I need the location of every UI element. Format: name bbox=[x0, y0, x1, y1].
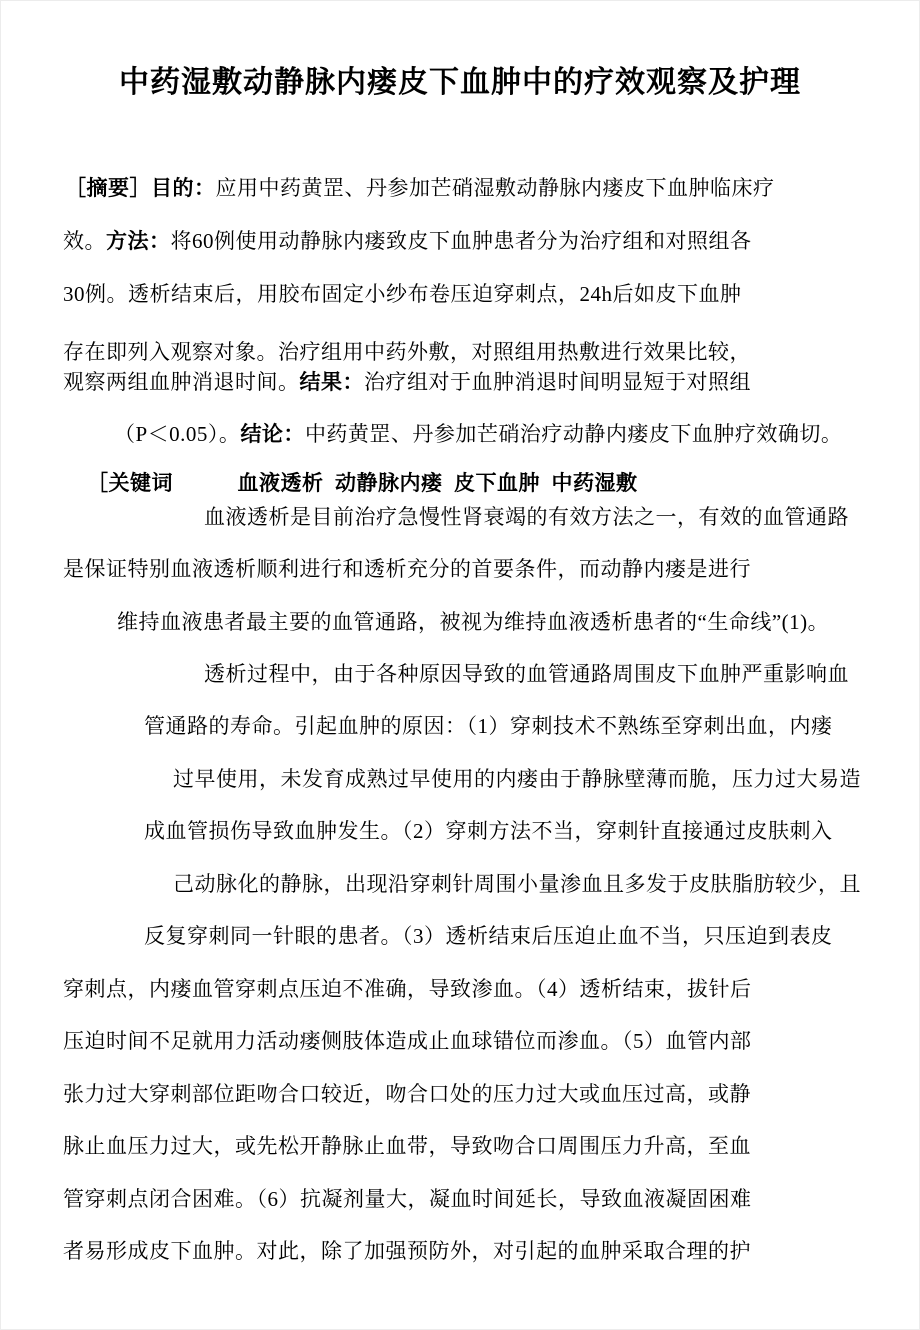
text-segment: 存在即列入观察对象。治疗组用中药外敷，对照组用热敷进行效果比较， bbox=[63, 340, 751, 364]
bold-text-segment: 方法： bbox=[106, 229, 171, 253]
text-segment: 中药黄罡、丹参加芒硝治疗动静内瘘皮下血肿疗效确切。 bbox=[304, 422, 843, 446]
text-segment: 压迫时间不足就用力活动瘘侧肢体造成止血球错位而渗血。（5）血管内部 bbox=[63, 1029, 752, 1053]
text-segment: 者易形成皮下血肿。对此，除了加强预防外，对引起的血肿采取合理的护 bbox=[63, 1239, 751, 1263]
text-segment: 效。 bbox=[63, 229, 106, 253]
text-line bbox=[63, 554, 751, 584]
text-line bbox=[63, 1026, 752, 1056]
text-line bbox=[204, 659, 849, 689]
text-line bbox=[63, 337, 751, 367]
bold-text-segment: 结果： bbox=[299, 370, 364, 394]
bold-text-segment: ［关键词 血液透析 动静脉内瘘 皮下血肿 中药湿敷 bbox=[87, 471, 638, 495]
text-line bbox=[117, 607, 829, 637]
text-segment: 治疗组对于血肿消退时间明显短于对照组 bbox=[364, 370, 751, 394]
text-segment: 透析过程中，由于各种原因导致的血管通路周围皮下血肿严重影响血 bbox=[204, 662, 849, 686]
text-line bbox=[173, 764, 861, 794]
text-segment: 反复穿刺同一针眼的患者。（3）透析结束后压迫止血不当，只压迫到表皮 bbox=[144, 924, 833, 948]
text-line bbox=[114, 419, 842, 449]
text-segment: 将60例使用动静脉内瘘致皮下血肿患者分为治疗组和对照组各 bbox=[170, 229, 752, 253]
bold-text-segment: ［摘要］目的： bbox=[65, 176, 216, 200]
text-line bbox=[173, 869, 861, 899]
text-line bbox=[144, 816, 833, 846]
text-line bbox=[63, 279, 742, 309]
text-segment: 过早使用，未发育成熟过早使用的内瘘由于静脉壁薄而脆，压力过大易造 bbox=[173, 767, 861, 791]
text-segment: 脉止血压力过大，或先松开静脉止血带，导致吻合口周围压力升高，至血 bbox=[63, 1134, 751, 1158]
text-line bbox=[63, 367, 751, 397]
text-segment: 己动脉化的静脉，出现沿穿刺针周围小量渗血且多发于皮肤脂肪较少，且 bbox=[173, 872, 861, 896]
document-body bbox=[1, 1, 919, 1329]
bold-text-segment: 结论： bbox=[240, 422, 305, 446]
text-line bbox=[63, 1184, 752, 1214]
text-line bbox=[65, 173, 775, 203]
text-segment: 血液透析是目前治疗急慢性肾衰竭的有效方法之一，有效的血管通路 bbox=[204, 505, 849, 529]
text-segment: 30例。透析结束后，用胶布固定小纱布卷压迫穿刺点，24h后如皮下血肿 bbox=[63, 282, 742, 306]
page-title: 中药湿敷动静脉内瘘皮下血肿中的疗效观察及护理 bbox=[119, 66, 801, 99]
text-segment: （P＜0.05）。 bbox=[114, 422, 241, 446]
text-line bbox=[87, 468, 638, 498]
text-segment: 管通路的寿命。引起血肿的原因：（1）穿刺技术不熟练至穿刺出血，内瘘 bbox=[144, 714, 833, 738]
text-segment: 管穿刺点闭合困难。（6）抗凝剂量大，凝血时间延长，导致血液凝固困难 bbox=[63, 1187, 752, 1211]
text-line bbox=[63, 974, 752, 1004]
text-segment: 应用中药黄罡、丹参加芒硝湿敷动静脉内瘘皮下血肿临床疗 bbox=[215, 176, 775, 200]
text-line bbox=[63, 1236, 751, 1266]
text-segment: 观察两组血肿消退时间。 bbox=[63, 370, 300, 394]
text-segment: 穿刺点，内瘘血管穿刺点压迫不准确，导致渗血。（4）透析结束，拔针后 bbox=[63, 977, 752, 1001]
text-segment: 成血管损伤导致血肿发生。（2）穿刺方法不当，穿刺针直接通过皮肤刺入 bbox=[144, 819, 833, 843]
text-segment: 张力过大穿刺部位距吻合口较近，吻合口处的压力过大或血压过高，或静 bbox=[63, 1082, 751, 1106]
text-line bbox=[144, 711, 833, 741]
text-line bbox=[144, 921, 833, 951]
text-segment: 是保证特别血液透析顺利进行和透析充分的首要条件，而动静内瘘是进行 bbox=[63, 557, 751, 581]
text-line bbox=[204, 502, 849, 532]
text-line bbox=[63, 1079, 751, 1109]
text-line bbox=[63, 1131, 751, 1161]
text-segment: 维持血液患者最主要的血管通路，被视为维持血液透析患者的“生命线”(1)。 bbox=[117, 610, 830, 634]
text-line bbox=[63, 226, 752, 256]
